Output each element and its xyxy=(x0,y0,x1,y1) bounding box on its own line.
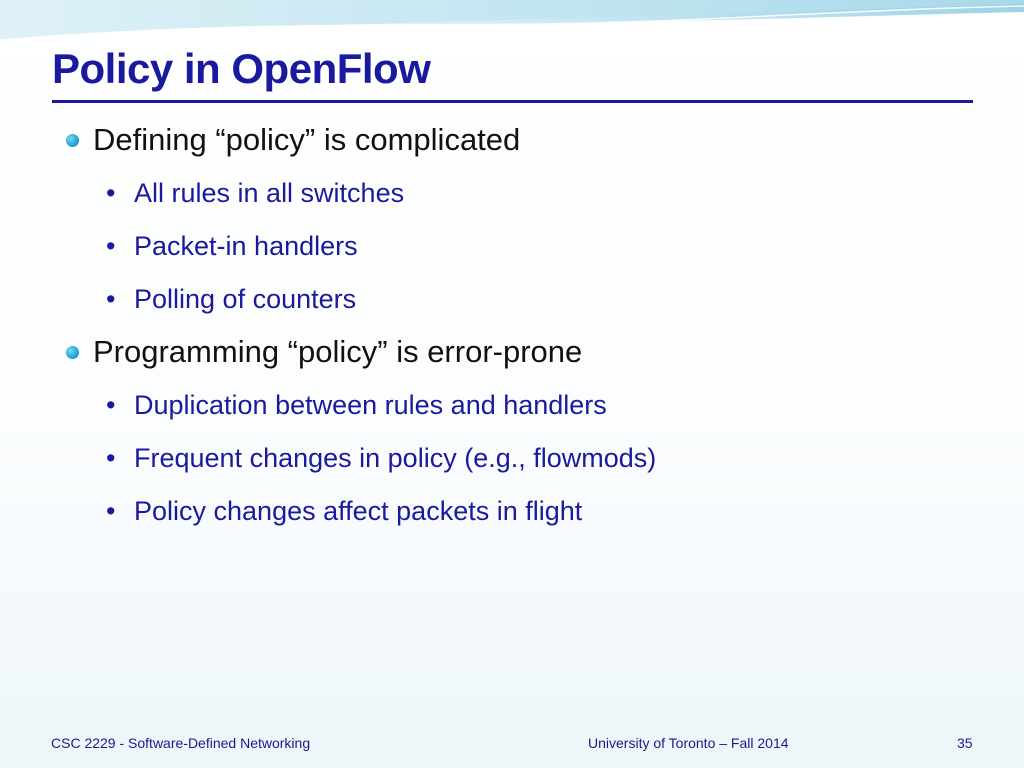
slide-title: Policy in OpenFlow xyxy=(52,45,431,92)
bullet-item xyxy=(66,332,966,372)
bullet-text: Programming “policy” is error-prone xyxy=(93,334,583,369)
sub-bullet-text: All rules in all switches xyxy=(134,178,405,208)
sub-bullet-item xyxy=(66,385,966,425)
sub-bullet-dot-icon: • xyxy=(106,178,116,208)
header-wave-decoration xyxy=(0,0,1024,44)
slide-number: 35 xyxy=(957,735,973,751)
bullet-dot-icon xyxy=(66,134,79,147)
sub-bullet-item xyxy=(66,279,966,319)
footer-institution: University of Toronto – Fall 2014 xyxy=(588,735,789,751)
bullet-item xyxy=(66,120,966,160)
sub-bullet-item xyxy=(66,438,966,478)
sub-bullet-dot-icon: • xyxy=(106,390,116,420)
sub-bullet-item xyxy=(66,491,966,531)
sub-bullet-text: Duplication between rules and handlers xyxy=(134,390,607,420)
sub-bullet-text: Frequent changes in policy (e.g., flowmods) xyxy=(134,443,657,473)
bullet-dot-icon xyxy=(66,346,79,359)
bullet-text: Defining “policy” is complicated xyxy=(93,122,521,157)
sub-bullet-text: Polling of counters xyxy=(134,284,357,314)
sub-bullet-item xyxy=(66,173,966,213)
bullet-list xyxy=(66,120,966,544)
sub-bullet-text: Packet-in handlers xyxy=(134,231,358,261)
sub-bullet-dot-icon: • xyxy=(106,443,116,473)
sub-bullet-item xyxy=(66,226,966,266)
sub-bullet-text: Policy changes affect packets in flight xyxy=(134,496,583,526)
sub-bullet-dot-icon: • xyxy=(106,284,116,314)
footer-course: CSC 2229 - Software-Defined Networking xyxy=(51,735,311,751)
sub-bullet-dot-icon: • xyxy=(106,496,116,526)
sub-bullet-dot-icon: • xyxy=(106,231,116,261)
title-underline xyxy=(52,100,973,103)
